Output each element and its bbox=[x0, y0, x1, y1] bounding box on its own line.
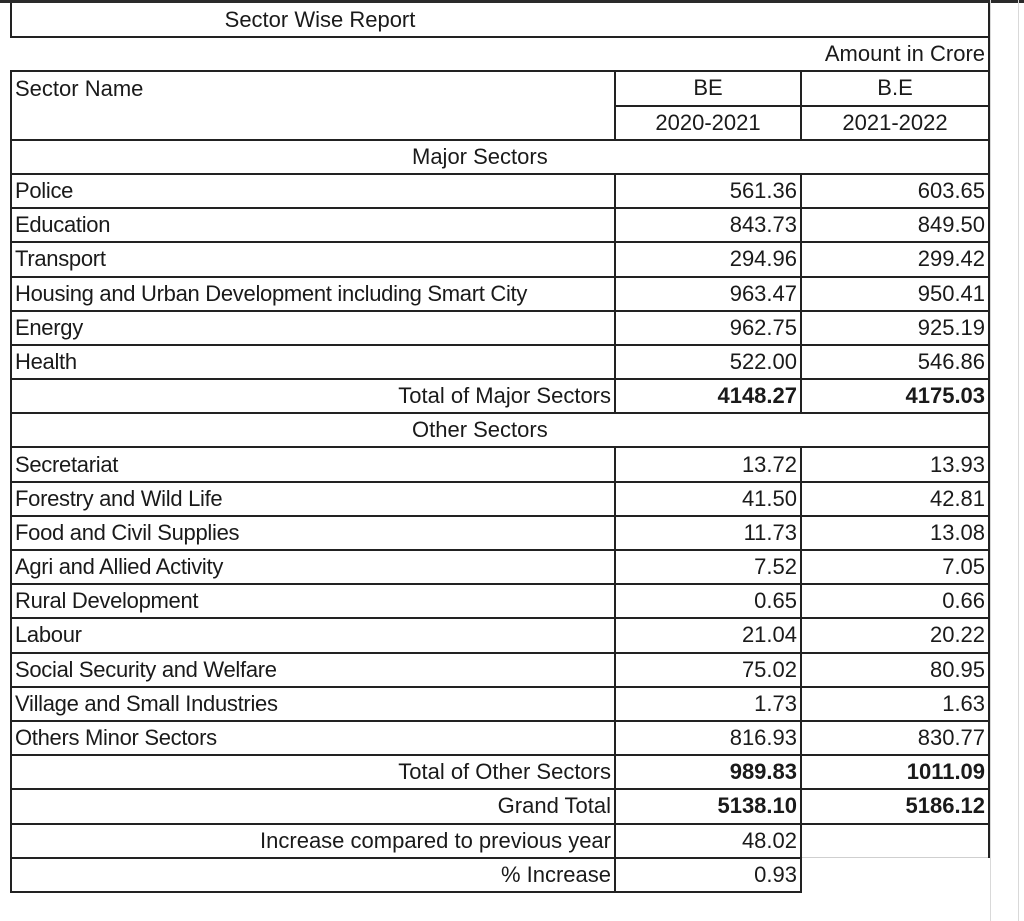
sector-name-cell[interactable]: Education bbox=[11, 208, 615, 242]
major-total-2021[interactable]: 4175.03 bbox=[801, 379, 989, 413]
sector-name-cell[interactable]: Village and Small Industries bbox=[11, 687, 615, 721]
table-row bbox=[11, 721, 989, 755]
be-2021-cell[interactable]: 0.66 bbox=[801, 584, 989, 618]
table-row bbox=[11, 242, 989, 276]
be-2020-cell[interactable]: 522.00 bbox=[615, 345, 801, 379]
table-row bbox=[11, 447, 989, 481]
be-2020-cell[interactable]: 7.52 bbox=[615, 550, 801, 584]
grid-line bbox=[990, 0, 991, 921]
sector-name-cell[interactable]: Secretariat bbox=[11, 447, 615, 481]
year-2020-header[interactable]: 2020-2021 bbox=[615, 106, 801, 140]
be-2021-cell[interactable]: 7.05 bbox=[801, 550, 989, 584]
be-2020-cell[interactable]: 843.73 bbox=[615, 208, 801, 242]
table-row bbox=[11, 174, 989, 208]
be-2021-header[interactable]: B.E bbox=[801, 71, 989, 105]
be-2021-cell[interactable]: 603.65 bbox=[801, 174, 989, 208]
sector-name-cell[interactable]: Forestry and Wild Life bbox=[11, 482, 615, 516]
table-row bbox=[11, 482, 989, 516]
table-row bbox=[11, 584, 989, 618]
table-row bbox=[11, 208, 989, 242]
sector-report-table bbox=[10, 3, 990, 893]
section-heading-row bbox=[11, 140, 989, 174]
sector-name-cell[interactable]: Health bbox=[11, 345, 615, 379]
other-total-2021[interactable]: 1011.09 bbox=[801, 755, 989, 789]
be-2021-cell[interactable]: 13.08 bbox=[801, 516, 989, 550]
be-2020-cell[interactable]: 294.96 bbox=[615, 242, 801, 276]
sector-name-cell[interactable]: Labour bbox=[11, 618, 615, 652]
sector-name-cell[interactable]: Housing and Urban Development including Smart City bbox=[11, 277, 615, 311]
table-row bbox=[11, 653, 989, 687]
grand-total-label[interactable]: Grand Total bbox=[11, 789, 615, 823]
table-row bbox=[11, 311, 989, 345]
be-2021-cell[interactable]: 42.81 bbox=[801, 482, 989, 516]
major-sectors-heading[interactable]: Major Sectors bbox=[11, 140, 989, 174]
grand-total-2021[interactable]: 5186.12 bbox=[801, 789, 989, 823]
sector-name-cell[interactable]: Energy bbox=[11, 311, 615, 345]
table-row bbox=[11, 277, 989, 311]
sector-name-cell[interactable]: Food and Civil Supplies bbox=[11, 516, 615, 550]
be-2020-cell[interactable]: 963.47 bbox=[615, 277, 801, 311]
table-row bbox=[11, 516, 989, 550]
grand-total-2020[interactable]: 5138.10 bbox=[615, 789, 801, 823]
be-2020-cell[interactable]: 11.73 bbox=[615, 516, 801, 550]
sector-name-cell[interactable]: Others Minor Sectors bbox=[11, 721, 615, 755]
pct-increase-value[interactable]: 0.93 bbox=[615, 858, 801, 892]
be-2020-cell[interactable]: 0.65 bbox=[615, 584, 801, 618]
sector-name-cell[interactable]: Social Security and Welfare bbox=[11, 653, 615, 687]
grid-line bbox=[1018, 0, 1019, 921]
empty-cell[interactable] bbox=[801, 824, 989, 858]
pct-increase-label[interactable]: % Increase bbox=[11, 858, 615, 892]
pct-increase-row bbox=[11, 858, 989, 892]
be-2021-cell[interactable]: 13.93 bbox=[801, 447, 989, 481]
sector-name-header[interactable]: Sector Name bbox=[11, 71, 615, 105]
be-2020-header[interactable]: BE bbox=[615, 71, 801, 105]
table-row bbox=[11, 345, 989, 379]
increase-label[interactable]: Increase compared to previous year bbox=[11, 824, 615, 858]
be-2021-cell[interactable]: 830.77 bbox=[801, 721, 989, 755]
sector-name-cell[interactable]: Rural Development bbox=[11, 584, 615, 618]
grand-total-row bbox=[11, 789, 989, 823]
table-row bbox=[11, 687, 989, 721]
be-2020-cell[interactable]: 21.04 bbox=[615, 618, 801, 652]
be-2020-cell[interactable]: 816.93 bbox=[615, 721, 801, 755]
report-title[interactable]: Sector Wise Report bbox=[11, 3, 989, 37]
be-2021-cell[interactable]: 1.63 bbox=[801, 687, 989, 721]
total-row bbox=[11, 379, 989, 413]
section-heading-row bbox=[11, 413, 989, 447]
be-2021-cell[interactable]: 950.41 bbox=[801, 277, 989, 311]
major-total-2020[interactable]: 4148.27 bbox=[615, 379, 801, 413]
total-row bbox=[11, 755, 989, 789]
be-2021-cell[interactable]: 925.19 bbox=[801, 311, 989, 345]
be-2020-cell[interactable]: 1.73 bbox=[615, 687, 801, 721]
header-row bbox=[11, 71, 989, 105]
be-2021-cell[interactable]: 80.95 bbox=[801, 653, 989, 687]
be-2021-cell[interactable]: 546.86 bbox=[801, 345, 989, 379]
increase-row bbox=[11, 824, 989, 858]
be-2021-cell[interactable]: 849.50 bbox=[801, 208, 989, 242]
be-2020-cell[interactable]: 41.50 bbox=[615, 482, 801, 516]
table-row bbox=[11, 550, 989, 584]
amount-note-row bbox=[11, 37, 989, 71]
be-2020-cell[interactable]: 962.75 bbox=[615, 311, 801, 345]
year-2021-header[interactable]: 2021-2022 bbox=[801, 106, 989, 140]
other-sectors-heading[interactable]: Other Sectors bbox=[11, 413, 989, 447]
table-row bbox=[11, 618, 989, 652]
other-total-2020[interactable]: 989.83 bbox=[615, 755, 801, 789]
empty-cell[interactable] bbox=[11, 106, 615, 140]
be-2021-cell[interactable]: 20.22 bbox=[801, 618, 989, 652]
be-2020-cell[interactable]: 13.72 bbox=[615, 447, 801, 481]
be-2021-cell[interactable]: 299.42 bbox=[801, 242, 989, 276]
header-year-row bbox=[11, 106, 989, 140]
sector-name-cell[interactable]: Police bbox=[11, 174, 615, 208]
title-row bbox=[11, 3, 989, 37]
major-total-label[interactable]: Total of Major Sectors bbox=[11, 379, 615, 413]
be-2020-cell[interactable]: 75.02 bbox=[615, 653, 801, 687]
sector-name-cell[interactable]: Agri and Allied Activity bbox=[11, 550, 615, 584]
empty-cell[interactable] bbox=[801, 858, 989, 892]
other-total-label[interactable]: Total of Other Sectors bbox=[11, 755, 615, 789]
increase-value[interactable]: 48.02 bbox=[615, 824, 801, 858]
be-2020-cell[interactable]: 561.36 bbox=[615, 174, 801, 208]
sector-name-cell[interactable]: Transport bbox=[11, 242, 615, 276]
amount-note[interactable]: Amount in Crore bbox=[11, 37, 989, 71]
